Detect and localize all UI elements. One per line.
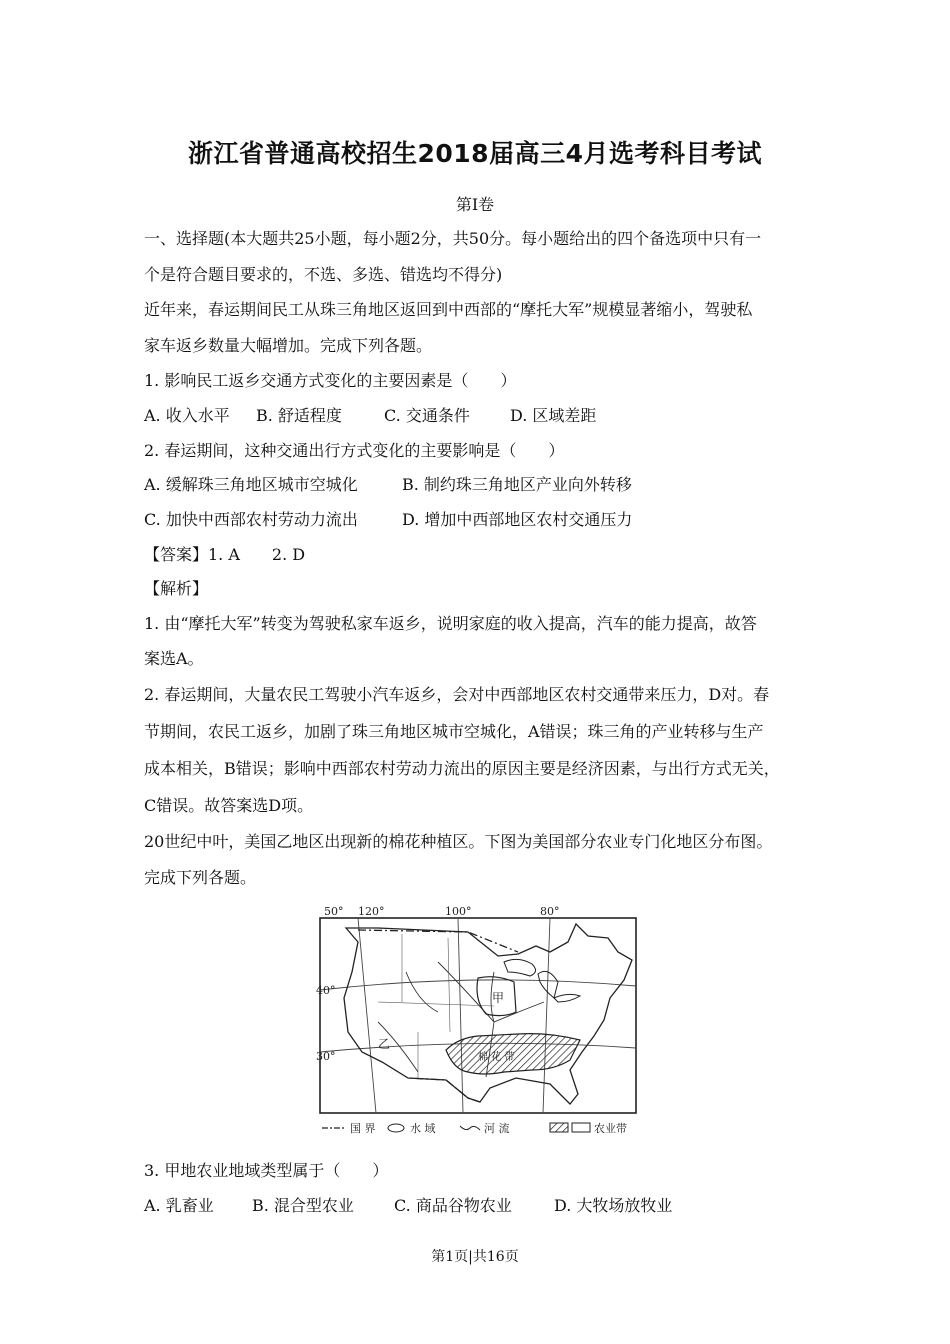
passage1-line1: 近年来，春运期间民工从珠三角地区返回到中西部的“摩托大军”规模显著缩小，驾驶私 xyxy=(144,300,753,319)
q3-option-b: B. 混合型农业 xyxy=(252,1196,354,1215)
analysis-line2: 案选A。 xyxy=(144,649,204,668)
q3-option-c: C. 商品谷物农业 xyxy=(394,1196,512,1215)
q2-option-d: D. 增加中西部地区农村交通压力 xyxy=(402,510,633,529)
map-label-jia: 甲 xyxy=(492,991,505,1005)
q2-option-a: A. 缓解珠三角地区城市空城化 xyxy=(144,475,358,494)
legend-water-text: 水 域 xyxy=(410,1122,436,1135)
lat-label-30: 30° xyxy=(316,1050,336,1063)
legend-hatched-symbol xyxy=(550,1123,568,1132)
q1-stem: 1. 影响民工返乡交通方式变化的主要因素是（ ） xyxy=(144,371,517,390)
legend-river-text: 河 流 xyxy=(484,1122,510,1135)
q3-option-a: A. 乳畜业 xyxy=(144,1196,214,1215)
legend-water-symbol xyxy=(388,1124,404,1132)
lon-label-80: 80° xyxy=(540,905,560,918)
q3-stem: 3. 甲地农业地域类型属于（ ） xyxy=(144,1161,389,1180)
passage2-line2: 完成下列各题。 xyxy=(144,868,257,887)
legend-empty-symbol xyxy=(572,1123,590,1132)
passage1-line2: 家车返乡数量大幅增加。完成下列各题。 xyxy=(144,336,433,355)
map-label-yi: 乙 xyxy=(378,1037,391,1051)
q2-options-row2 xyxy=(144,509,632,531)
page-footer: 第1页|共16页 xyxy=(431,1249,519,1265)
analysis-line1: 1. 由“摩托大军”转变为驾驶私家车返乡，说明家庭的收入提高，汽车的能力提高，故答 xyxy=(144,614,757,633)
analysis-line3: 2. 春运期间，大量农民工驾驶小汽车返乡，会对中西部地区农村交通带来压力，D对。春 xyxy=(144,685,770,704)
us-agriculture-map xyxy=(318,902,640,1142)
section-instructions-line1: 一、选择题(本大题共25小题，每小题2分，共50分。每小题给出的四个备选项中只有一 xyxy=(144,229,762,248)
volume-label: 第Ⅰ卷 xyxy=(455,195,495,214)
map-label-cotton-belt: 棉 花 带 xyxy=(478,1052,515,1063)
q2-option-c: C. 加快中西部农村劳动力流出 xyxy=(144,510,358,529)
legend-belt-text: 农业带 xyxy=(594,1122,627,1135)
q2-stem: 2. 春运期间，这种交通出行方式变化的主要影响是（ ） xyxy=(144,441,565,460)
q2-option-b: B. 制约珠三角地区产业向外转移 xyxy=(402,475,632,494)
analysis-heading: 【解析】 xyxy=(144,579,209,598)
q1-option-a: A. 收入水平 xyxy=(144,406,230,425)
page-title: 浙江省普通高校招生2018届高三4月选考科目考试 xyxy=(188,139,762,168)
q2-options-row1 xyxy=(144,474,632,496)
q1-option-b: B. 舒适程度 xyxy=(256,406,342,425)
q3-options xyxy=(144,1195,672,1217)
lon-label-100: 100° xyxy=(445,905,472,918)
passage2-line1: 20世纪中叶，美国乙地区出现新的棉花种植区。下图为美国部分农业专门化地区分布图。 xyxy=(144,832,773,851)
analysis-line6: C错误。故答案选D项。 xyxy=(144,796,314,815)
lat-label-40: 40° xyxy=(316,984,336,997)
q1-option-d: D. 区域差距 xyxy=(510,406,597,425)
legend-river-symbol xyxy=(460,1126,480,1130)
map-legend xyxy=(322,1121,627,1135)
legend-border-text: 国 界 xyxy=(350,1122,376,1135)
q3-option-d: D. 大牧场放牧业 xyxy=(554,1196,673,1215)
section-instructions-line2: 个是符合题目要求的，不选、多选、错选均不得分) xyxy=(144,265,503,284)
q1-option-c: C. 交通条件 xyxy=(384,406,470,425)
analysis-line4: 节期间，农民工返乡，加剧了珠三角地区城市空城化，A错误；珠三角的产业转移与生产 xyxy=(144,722,764,741)
lon-label-120: 120° xyxy=(358,905,385,918)
answer-line: 【答案】1. A 2. D xyxy=(144,545,306,564)
q1-options xyxy=(144,405,596,427)
lon-label-50: 50° xyxy=(324,905,344,918)
analysis-line5: 成本相关，B错误；影响中西部农村劳动力流出的原因主要是经济因素，与出行方式无关， xyxy=(144,759,780,778)
